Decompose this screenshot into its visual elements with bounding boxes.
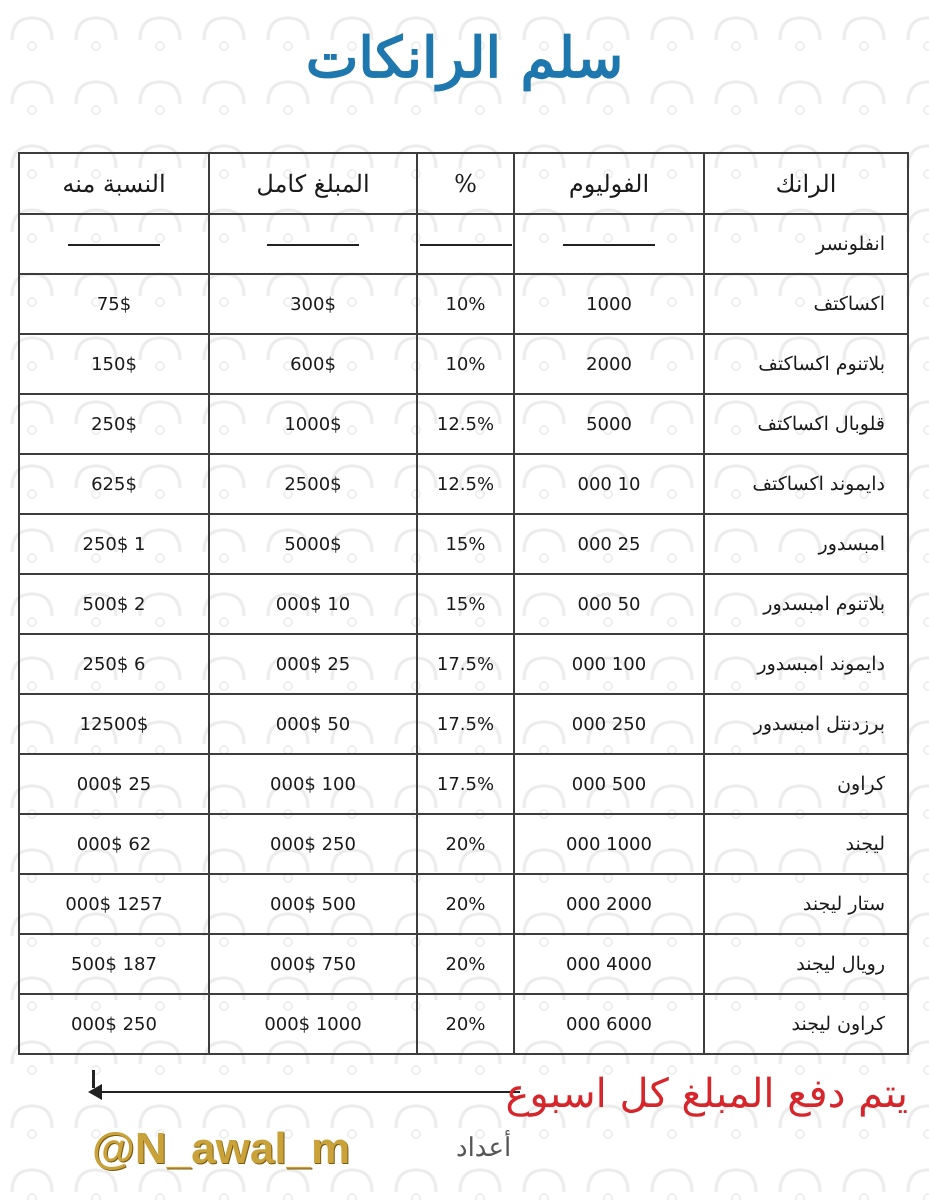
arrow-line [96,1091,520,1093]
cell-share [19,214,209,274]
cell-volume: 100 000 [514,634,704,694]
cell-full-amount: 10 000$ [209,574,417,634]
table-row [19,334,908,394]
cell-full-amount: 500 000$ [209,874,417,934]
table-row [19,454,908,514]
table-row [19,394,908,454]
cell-rank: كراون ليجند [704,994,908,1054]
table-row [19,634,908,694]
cell-full-amount: 2500$ [209,454,417,514]
cell-share: 187 500$ [19,934,209,994]
header-share: النسبة منه [19,153,209,214]
cell-rank: رويال ليجند [704,934,908,994]
cell-volume: 1000 000 [514,814,704,874]
cell-percent: 20% [417,934,514,994]
cell-share: 1257 000$ [19,874,209,934]
cell-volume: 4000 000 [514,934,704,994]
cell-full-amount: 100 000$ [209,754,417,814]
cell-full-amount: 1000 000$ [209,994,417,1054]
cell-full-amount: 250 000$ [209,814,417,874]
empty-dash [420,244,512,246]
ranks-table [18,152,909,1055]
header-rank: الرانك [704,153,908,214]
cell-rank: دايموند اكساكتف [704,454,908,514]
cell-percent: 20% [417,994,514,1054]
cell-percent: 20% [417,874,514,934]
cell-volume: 500 000 [514,754,704,814]
cell-rank: اكساكتف [704,274,908,334]
cell-volume: 5000 [514,394,704,454]
page-title: سلم الرانكات [305,25,624,91]
cell-volume: 2000 000 [514,874,704,934]
cell-percent: 17.5% [417,694,514,754]
cell-percent: 17.5% [417,754,514,814]
cell-rank: بلاتنوم امبسدور [704,574,908,634]
cell-percent: 10% [417,334,514,394]
cell-rank: ليجند [704,814,908,874]
table-row [19,814,908,874]
author-handle: @N_awal_m [92,1124,351,1173]
table-body [19,214,908,1054]
empty-dash [563,244,655,246]
empty-dash [68,244,160,246]
cell-volume: 10 000 [514,454,704,514]
cell-full-amount: 1000$ [209,394,417,454]
cell-share: 1 250$ [19,514,209,574]
header-full-amount: المبلغ كامل [209,153,417,214]
cell-share: 75$ [19,274,209,334]
cell-share: 62 000$ [19,814,209,874]
cell-rank: كراون [704,754,908,814]
cell-volume: 2000 [514,334,704,394]
cell-rank: برزدنتل امبسدور [704,694,908,754]
cell-rank: دايموند امبسدور [704,634,908,694]
cell-rank: قلوبال اكساكتف [704,394,908,454]
cell-percent: 12.5% [417,394,514,454]
table-row [19,754,908,814]
cell-share: 6 250$ [19,634,209,694]
table-row [19,994,908,1054]
cell-share: 250 000$ [19,994,209,1054]
payment-note: يتم دفع المبلغ كل اسبوع [505,1071,908,1117]
cell-share: 12500$ [19,694,209,754]
cell-rank: امبسدور [704,514,908,574]
cell-volume: 50 000 [514,574,704,634]
cell-full-amount: 50 000$ [209,694,417,754]
cell-percent [417,214,514,274]
credit-label: أعداد [456,1133,512,1163]
cell-percent: 12.5% [417,454,514,514]
cell-volume: 250 000 [514,694,704,754]
cell-full-amount [209,214,417,274]
cell-percent: 20% [417,814,514,874]
cell-share: 2 500$ [19,574,209,634]
table-header-row [19,153,908,214]
table-row [19,694,908,754]
cell-share: 625$ [19,454,209,514]
cell-full-amount: 750 000$ [209,934,417,994]
header-percent: % [417,153,514,214]
credit-row [92,1120,592,1180]
cell-percent: 15% [417,514,514,574]
cell-share: 250$ [19,394,209,454]
cell-percent: 15% [417,574,514,634]
cell-volume: 25 000 [514,514,704,574]
table-row [19,934,908,994]
table-row [19,214,908,274]
cell-share: 150$ [19,334,209,394]
cell-full-amount: 300$ [209,274,417,334]
cell-volume: 1000 [514,274,704,334]
cell-full-amount: 600$ [209,334,417,394]
empty-dash [267,244,359,246]
table-row [19,574,908,634]
cell-rank: بلاتنوم اكساكتف [704,334,908,394]
cell-rank: انفلونسر [704,214,908,274]
cell-percent: 10% [417,274,514,334]
cell-full-amount: 25 000$ [209,634,417,694]
table-row [19,514,908,574]
table-row [19,874,908,934]
cell-full-amount: 5000$ [209,514,417,574]
cell-volume [514,214,704,274]
cell-percent: 17.5% [417,634,514,694]
cell-volume: 6000 000 [514,994,704,1054]
header-volume: الفوليوم [514,153,704,214]
cell-share: 25 000$ [19,754,209,814]
table-row [19,274,908,334]
cell-rank: ستار ليجند [704,874,908,934]
